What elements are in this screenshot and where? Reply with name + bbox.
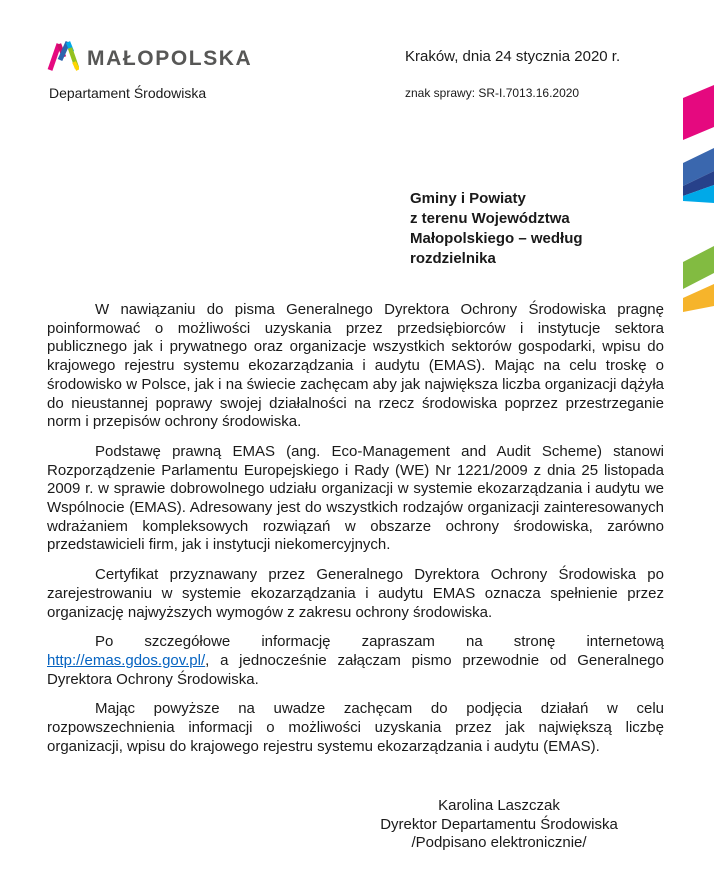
signer-title: Dyrektor Departamentu Środowiska — [380, 815, 618, 833]
place-date: Kraków, dnia 24 stycznia 2020 r. — [405, 48, 621, 65]
decoration-magenta-bar — [683, 85, 714, 140]
recipient-line: Małopolskiego – według — [410, 230, 583, 247]
paragraph-3: Certyfikat przyznawany przez Generalnego Dyrektora Ochrony Środowiska po zarejestrowaniu w systemie ekozarządzania i audytu EMAS oznacza spełnienie przez organizację najwyższych wymogów z zakresu ochrony środowiska. — [47, 566, 664, 621]
malopolska-m-icon — [47, 41, 79, 72]
department-name: Departament Środowiska — [49, 85, 207, 101]
paragraph-4-post: , a jednocześnie załączam pismo przewodnie od Generalnego Dyrektora Ochrony Środowiska. — [47, 651, 664, 688]
paragraph-1: W nawiązaniu do pisma Generalnego Dyrektora Ochrony Środowiska pragnę poinformować o możliwości uzyskania przez przedsiębiorców i instytucje sektora publicznego jak i prywatnego oraz organizacje wszystkich sektorów gospodarki, wpisu do krajowego rejestru systemu ekozarządzania i audytu (EMAS). Mając na celu troskę o środowisko w Polsce, jak i na świecie zachęcam aby jak największa liczba organizacji dążyła do nieustannej poprawy swojej działalności na rzecz środowiska poprzez przestrzeganie norm i przepisów ochrony środowiska. — [47, 301, 664, 431]
decoration-green-bar — [683, 246, 714, 289]
recipient-line: z terenu Województwa — [410, 210, 570, 227]
logo-stroke-magenta — [50, 44, 59, 70]
case-number: znak sprawy: SR-I.7013.16.2020 — [405, 86, 580, 100]
paragraph-5: Mając powyższe na uwadze zachęcam do podjęcia działań w celu rozpowszechnienia informacji o możliwości uzyskania przez jak największą liczbę organizacji, wpisu do krajowego rejestru systemu ekozarządzania i audytu (EMAS). — [47, 700, 664, 755]
recipient-block — [410, 189, 583, 269]
paragraph-2: Podstawę prawną EMAS (ang. Eco-Management and Audit Scheme) stanowi Rozporządzenie Parlamentu Europejskiego i Rady (WE) Nr 1221/2009 z dnia 25 listopada 2009 r. w sprawie dobrowolnego udziału organizacji w systemie ekozarządzania i audytu we Wspólnocie (EMAS). Adresowany jest do wszystkich rodzajów organizacji zainteresowanych wdrażaniem kompleksowych rozwiązań w obszarze ochrony środowiska, zarówno przedstawicieli firm, jak i instytucji niekomercyjnych. — [47, 442, 664, 554]
signer-name: Karolina Laszczak — [438, 797, 560, 814]
brand-name: MAŁOPOLSKA — [87, 47, 253, 70]
letter-body — [47, 301, 664, 767]
recipient-line: rozdzielnika — [410, 250, 496, 267]
recipient-line: Gminy i Powiaty — [410, 190, 526, 207]
paragraph-4 — [47, 633, 664, 689]
paragraph-4-pre: Po szczegółowe informację zapraszam na stronę internetową — [95, 633, 664, 651]
signature-block — [297, 797, 701, 853]
signature-note: /Podpisano elektronicznie/ — [411, 834, 587, 852]
brand-decoration — [682, 80, 714, 320]
decoration-yellow-bar — [683, 284, 714, 312]
emas-link[interactable]: http://emas.gdos.gov.pl/ — [47, 651, 206, 669]
